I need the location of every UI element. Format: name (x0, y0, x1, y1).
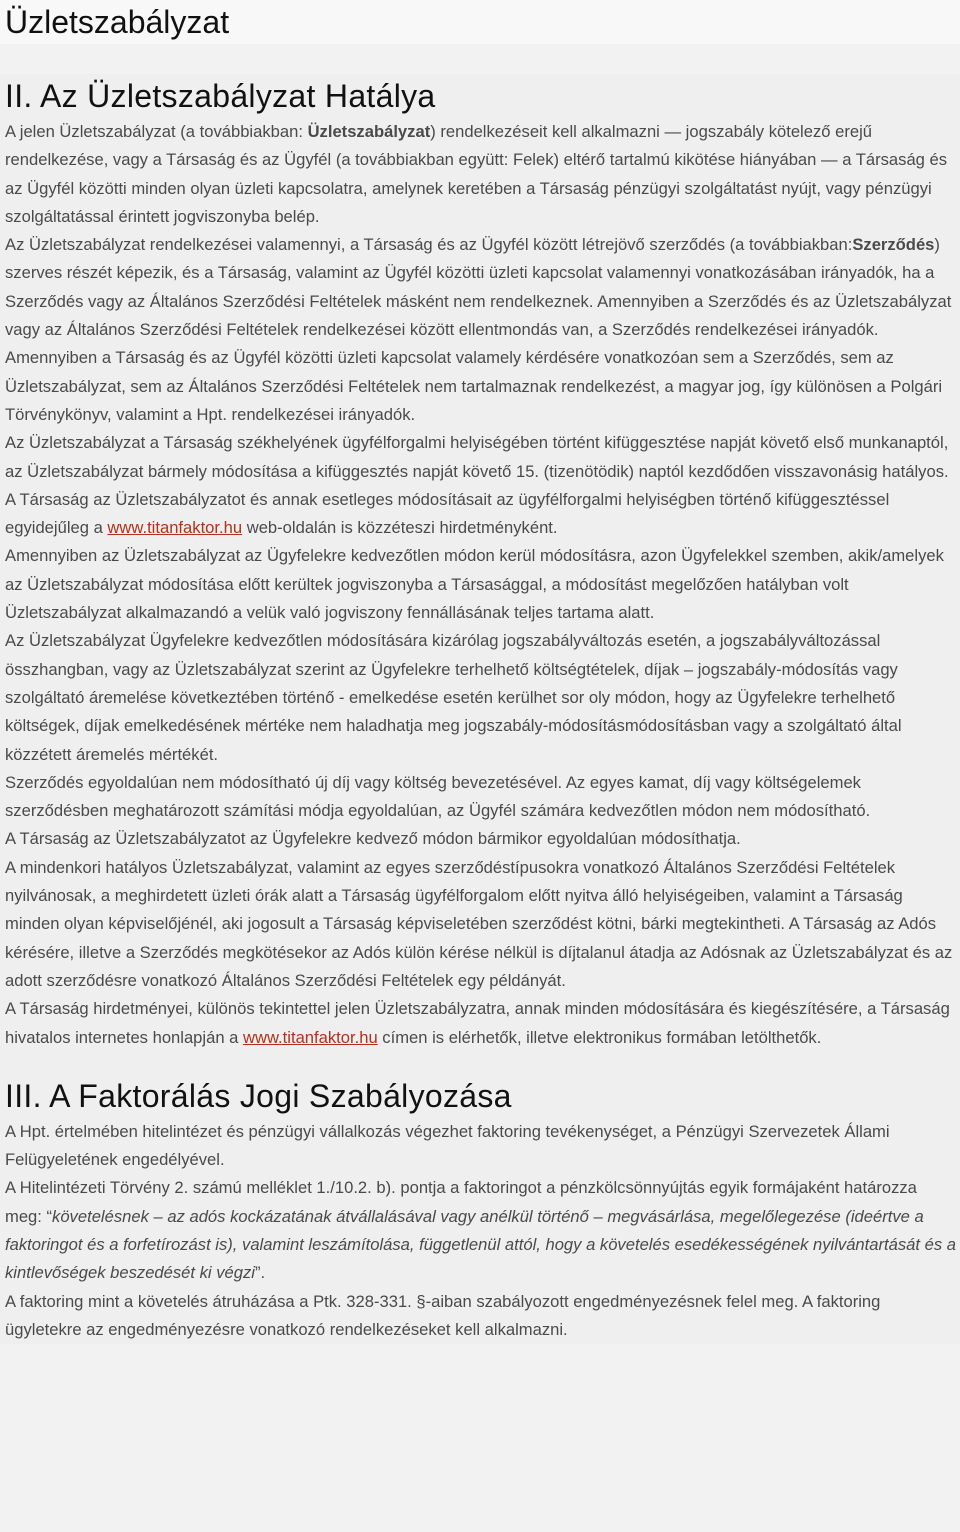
quoted-definition: követelésnek – az adós kockázatának átvállalásával vagy anélkül történő – megvásárlása, megelőlegezése (ideértve a faktoringot és a forfetírozást is), valamint leszámítolása, függetlenül attól, hogy a követelés esedékességének nyilvántartását és a kintlevőségek beszedését ki végzi (5, 1206, 956, 1283)
paragraph-text: ”. (254, 1263, 266, 1283)
paragraph-applicable-law: Amennyiben a Társaság és az Ügyfél közötti üzleti kapcsolat valamely kérdésére vonatkozóan sem a Szerződés, sem az Üzletszabályzat, sem az Általános Szerződési Feltételek nem tartalmaznak rendelkezést, a magyar jog, így különösen a Polgári Törvénykönyv, valamint a Hpt. rendelkezései irányadók. (5, 348, 943, 424)
paragraph-contract (5, 231, 956, 344)
paragraph-text: A jelen Üzletszabályzat (a továbbiakban: (5, 122, 308, 141)
paragraph-text: A Hitelintézeti Törvény 2. számú melléklet 1./10.2. b). pontja a faktoringot a pénzkölcsönnyújtás egyik formájaként határozza meg: “ (5, 1178, 917, 1226)
paragraph-text: ) szerves részét képezik, és a Társaság, valamint az Ügyfél közötti üzleti kapcsolat valamennyi vonatkozásában irányadók, ha a Szerződés vagy az Általános Szerződési Feltételek másként nem rendelkeznek. Amennyiben a Szerződés és az Üzletszabályzat vagy az Általános Szerződési Feltételek rendelkezései között ellentmondás van, a Szerződés rendelkezései irányadók. (5, 235, 952, 340)
paragraph-text: web-oldalán is közzéteszi hirdetményként. (242, 518, 558, 538)
section-hatalya (0, 74, 960, 1052)
paragraph-unfavourable-change: Amennyiben az Üzletszabályzat az Ügyfelekre kedvezőtlen módon kerül módosításra, azon Ügyfelekkel szemben, akik/amelyek az Üzletszabályzat módosítása előtt kerültek jogviszonyba a Társasággal, a módosítást megelőzően hatályban volt Üzletszabályzat alkalmazandó a velük való jogviszony fennállásának teljes tartama alatt. (5, 546, 944, 623)
defined-term: Üzletszabályzat (307, 122, 431, 141)
paragraph-legal-change: Az Üzletszabályzat Ügyfelekre kedvezőtlen módosítására kizárólag jogszabályváltozás esetén, a jogszabályváltozással összhangban, vagy az Üzletszabályzat szerint az Ügyfelekre terhelhető költségtételek, díjak – jogszabály-módosítás vagy szolgáltató áremelése következtében történő - emelkedése esetén kerülhet sor oly módon, hogy az Ügyfelekre terhelhető költségek, díjak emelkedésének mértéke nem haladhatja meg jogszabály-módosításmódosításban vagy a szolgáltató által közzétett áremelés mértékét. (5, 631, 902, 764)
paragraph-ptk: A faktoring mint a követelés átruházása a Ptk. 328-331. §-aiban szabályozott engedményezésnek felel meg. A faktoring ügyletekre az engedményezésre vonatkozó rendelkezéseket kell alkalmazni. (5, 1291, 881, 1339)
paragraph-text: Az Üzletszabályzat rendelkezései valamennyi, a Társaság és az Ügyfél között létrejövő szerződés (a továbbiakban: (5, 235, 853, 255)
paragraph-text: ) rendelkezéseit kell alkalmazni — jogszabály kötelező erejű rendelkezése, vagy a Társaság és az Ügyfél (a továbbiakban együtt: Felek) eltérő tartalmú kikötése hiányában — a Társaság és az Ügyfél közötti minden olyan üzleti kapcsolatra, amelynek keretében a Társaság pénzügyi szolgáltatást nyújt, vagy pénzügyi szolgáltatással érintett jogviszonyba belép. (5, 122, 948, 226)
section-heading-hatalya: II. Az Üzletszabályzat Hatálya (5, 78, 436, 114)
page-title: Üzletszabályzat (5, 4, 230, 40)
section-heading-faktoralas: III. A Faktorálás Jogi Szabályozása (5, 1077, 512, 1114)
section-faktoralas (0, 1074, 960, 1344)
defined-term: Szerződés (852, 235, 935, 255)
paragraph-text: A Társaság hirdetményei, különös tekintettel jelen Üzletszabályzatra, annak minden módosítására és kiegészítésére, a Társaság hivatalos internetes honlapján a (5, 999, 950, 1047)
paragraph-text: Az Üzletszabályzat a Társaság székhelyének ügyfélforgalmi helyiségében történt kifüggesztése napját követő első munkanaptól, az Üzletszabályzat bármely módosítása a kifüggesztés napját követő 15. (tizenötödik) naptól kezdődően visszavonásig hatályos. A Társaság az Üzletszabályzatot és annak esetleges módosításait az ügyfélforgalmi helyiségben történő kifüggesztéssel egyidejűleg a (5, 433, 949, 538)
paragraph-hpt: A Hpt. értelmében hitelintézet és pénzügyi vállalkozás végezhet faktoring tevékenységet, a Pénzügyi Szervezetek Állami Felügyeletének engedélyével. (5, 1121, 890, 1170)
document-body (0, 74, 960, 1344)
section-gap (0, 1052, 960, 1074)
title-bar (0, 0, 960, 44)
paragraph-text: címen is elérhetők, illetve elektronikus formában letölthetők. (377, 1027, 822, 1047)
titanfaktor-link[interactable]: www.titanfaktor.hu (107, 518, 243, 538)
titanfaktor-link[interactable]: www.titanfaktor.hu (243, 1027, 378, 1047)
paragraph-effect (5, 429, 956, 542)
paragraph-scope (5, 118, 956, 231)
paragraph-new-fee: Szerződés egyoldalúan nem módosítható új díj vagy költség bevezetésével. Az egyes kamat, díj vagy költségelemek szerződésben meghatározott számítási módja egyoldalúan, az Ügyfél számára kedvezőtlen módon nem módosítható. (5, 772, 871, 821)
paragraph-announcements (5, 995, 956, 1052)
paragraph-definition (5, 1174, 956, 1287)
paragraph-favourable-change: A Társaság az Üzletszabályzatot az Ügyfelekre kedvező módon bármikor egyoldalúan módosíthatja. (5, 829, 741, 849)
paragraph-public-access: A mindenkori hatályos Üzletszabályzat, valamint az egyes szerződéstípusokra vonatkozó Általános Szerződési Feltételek nyilvánosak, a meghirdetett üzleti órák alatt a Társaság ügyfélforgalom előtt nyitva álló helyiségeiben, valamint a Társaság minden olyan képviselőjénél, aki jogosult a Társaság képviseletében szerződést kötni, bárki megtekintheti. A Társaság az Adós kérésére, illetve a Szerződés megkötésekor az Adós külön kérése nélkül is díjtalanul átadja az Adósnak az Üzletszabályzat és az adott szerződésre vonatkozó Általános Szerződési Feltételek egy példányát. (5, 857, 953, 990)
